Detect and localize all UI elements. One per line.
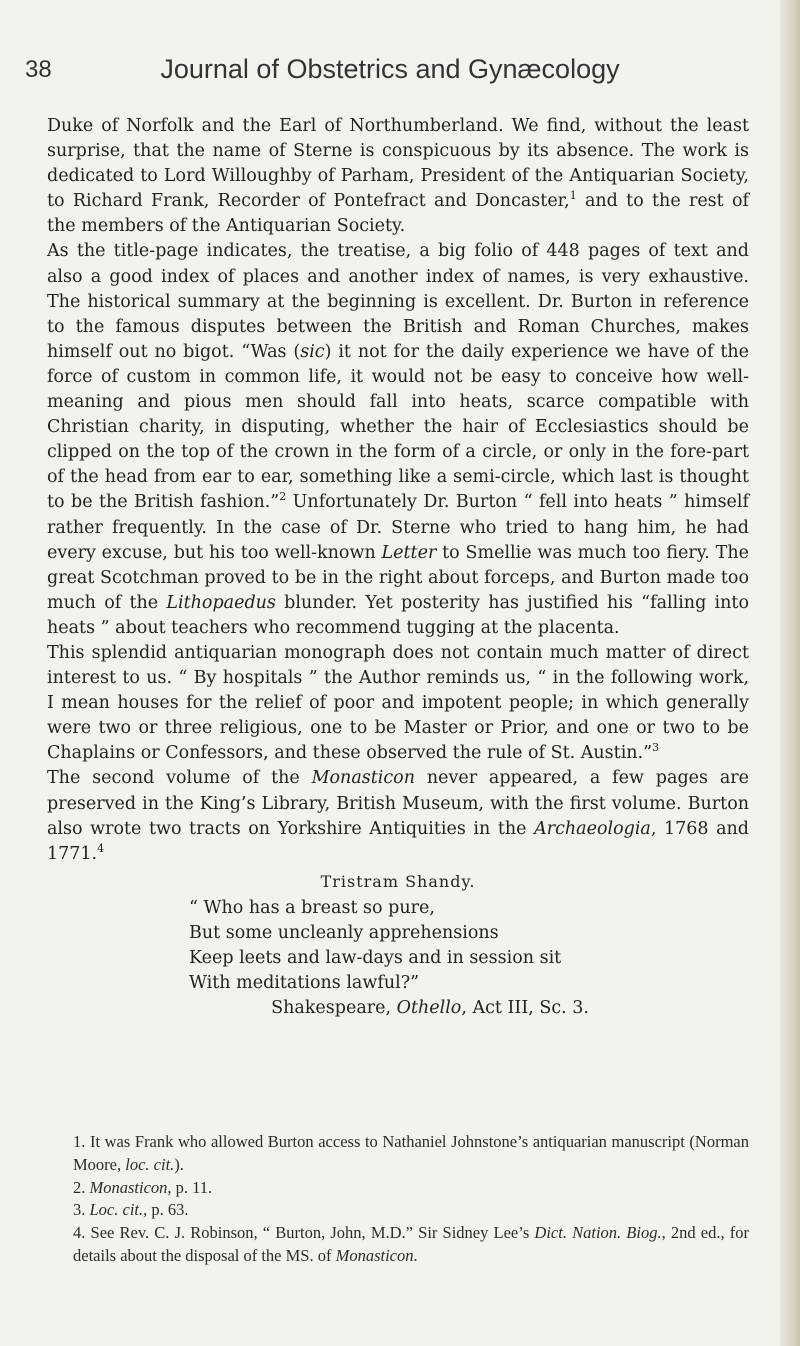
- paragraph-4: The second volume of the Monasticon never appeared, a few pages are preserved in the King’s Library, British Museum, with the first volume. Burton also wrote two tracts on Yorkshire Antiquities in the Archaeologia, 1768 and 1771.$^4$: [47, 768, 749, 864]
- footnotes: [47, 1131, 749, 1268]
- footnote-ref-2: 2: [279, 490, 287, 504]
- poem-line: Keep leets and law-days and in session sit: [189, 948, 562, 969]
- article-body: [47, 114, 749, 1021]
- poem-line: But some uncleanly apprehensions: [189, 923, 499, 943]
- page-edge: [780, 0, 800, 1346]
- footnote-ref-3: 3: [652, 741, 660, 755]
- poem-quote: [47, 896, 749, 996]
- running-header: [0, 56, 780, 100]
- page-number: 38: [25, 56, 52, 83]
- paragraph-3: This splendid antiquarian monograph does not contain much matter of direct interest to us. “ By hospitals ” the Author reminds us, “ in the following work, I mean houses for the relief of poor and impotent people; in which generally were two or three religious, one to be Master or Prior, and one or two to be Chaplains or Confessors, and these observed the rule of St. Austin.”$^3$: [47, 642, 749, 764]
- footnote-3: 3. Loc. cit., p. 63.: [73, 1200, 189, 1220]
- footnote-1: 1. It was Frank who allowed Burton access to Nathaniel Johnstone’s antiquarian manuscript (Norman Moore, loc. cit.).: [73, 1132, 749, 1174]
- quote-attribution: Shakespeare, Othello, Act III, Sc. 3.: [271, 998, 589, 1019]
- signature: Tristram Shandy.: [320, 871, 476, 891]
- footnote-4: 4. See Rev. C. J. Robinson, “ Burton, John, M.D.” Sir Sidney Lee’s Dict. Nation. Biog., 2nd ed., for details about the disposal of the MS. of Monasticon.: [73, 1223, 749, 1265]
- footnote-ref-1: 1: [569, 189, 577, 203]
- paragraph-2: As the title-page indicates, the treatise, a big folio of 448 pages of text and also a good index of places and another index of names, is very exhaustive. The historical summary at the beginning is excellent. Dr. Burton in reference to the famous disputes between the British and Roman Churches, makes himself out no bigot. “Was (sic) it not for the daily experience we have of the force of custom in common life, it would not be easy to conceive how well-meaning and pious men should fall into heats, scarce compatible with Christian charity, in disputing, whether the hair of Ecclesiastics should be clipped on the top of the crown in the form of a circle, or only in the fore-part of the head from ear to ear, something like a semi-circle, which last is thought to be the British fashion.”$^2$ Unfortunately Dr. Burton “ fell into heats ” himself rather frequently. In the case of Dr. Sterne who tried to hang him, he had every excuse, but his too well-known Letter to Smellie was much too fiery. The great Scotchman proved to be in the right about forceps, and Burton made too much of the Lithopaedus blunder. Yet posterity has justified his “falling into heats ” about teachers who recommend tugging at the placenta.: [47, 241, 749, 638]
- journal-title: Journal of Obstetrics and Gynæcology: [160, 54, 620, 84]
- poem-line: With meditations lawful?”: [189, 973, 420, 994]
- footnote-2: 2. Monasticon, p. 11.: [73, 1177, 213, 1197]
- footnote-ref-4: 4: [97, 841, 105, 855]
- poem-line: “ Who has a breast so pure,: [189, 897, 435, 918]
- paragraph-1: Duke of Norfolk and the Earl of Northumberland. We find, without the least surprise, that the name of Sterne is conspicuous by its absence. The work is dedicated to Lord Willoughby of Parham, President of the Antiquarian Society, to Richard Frank, Recorder of Pontefract and Doncaster,$^1$ and to the rest of the members of the Antiquarian Society.: [47, 116, 749, 237]
